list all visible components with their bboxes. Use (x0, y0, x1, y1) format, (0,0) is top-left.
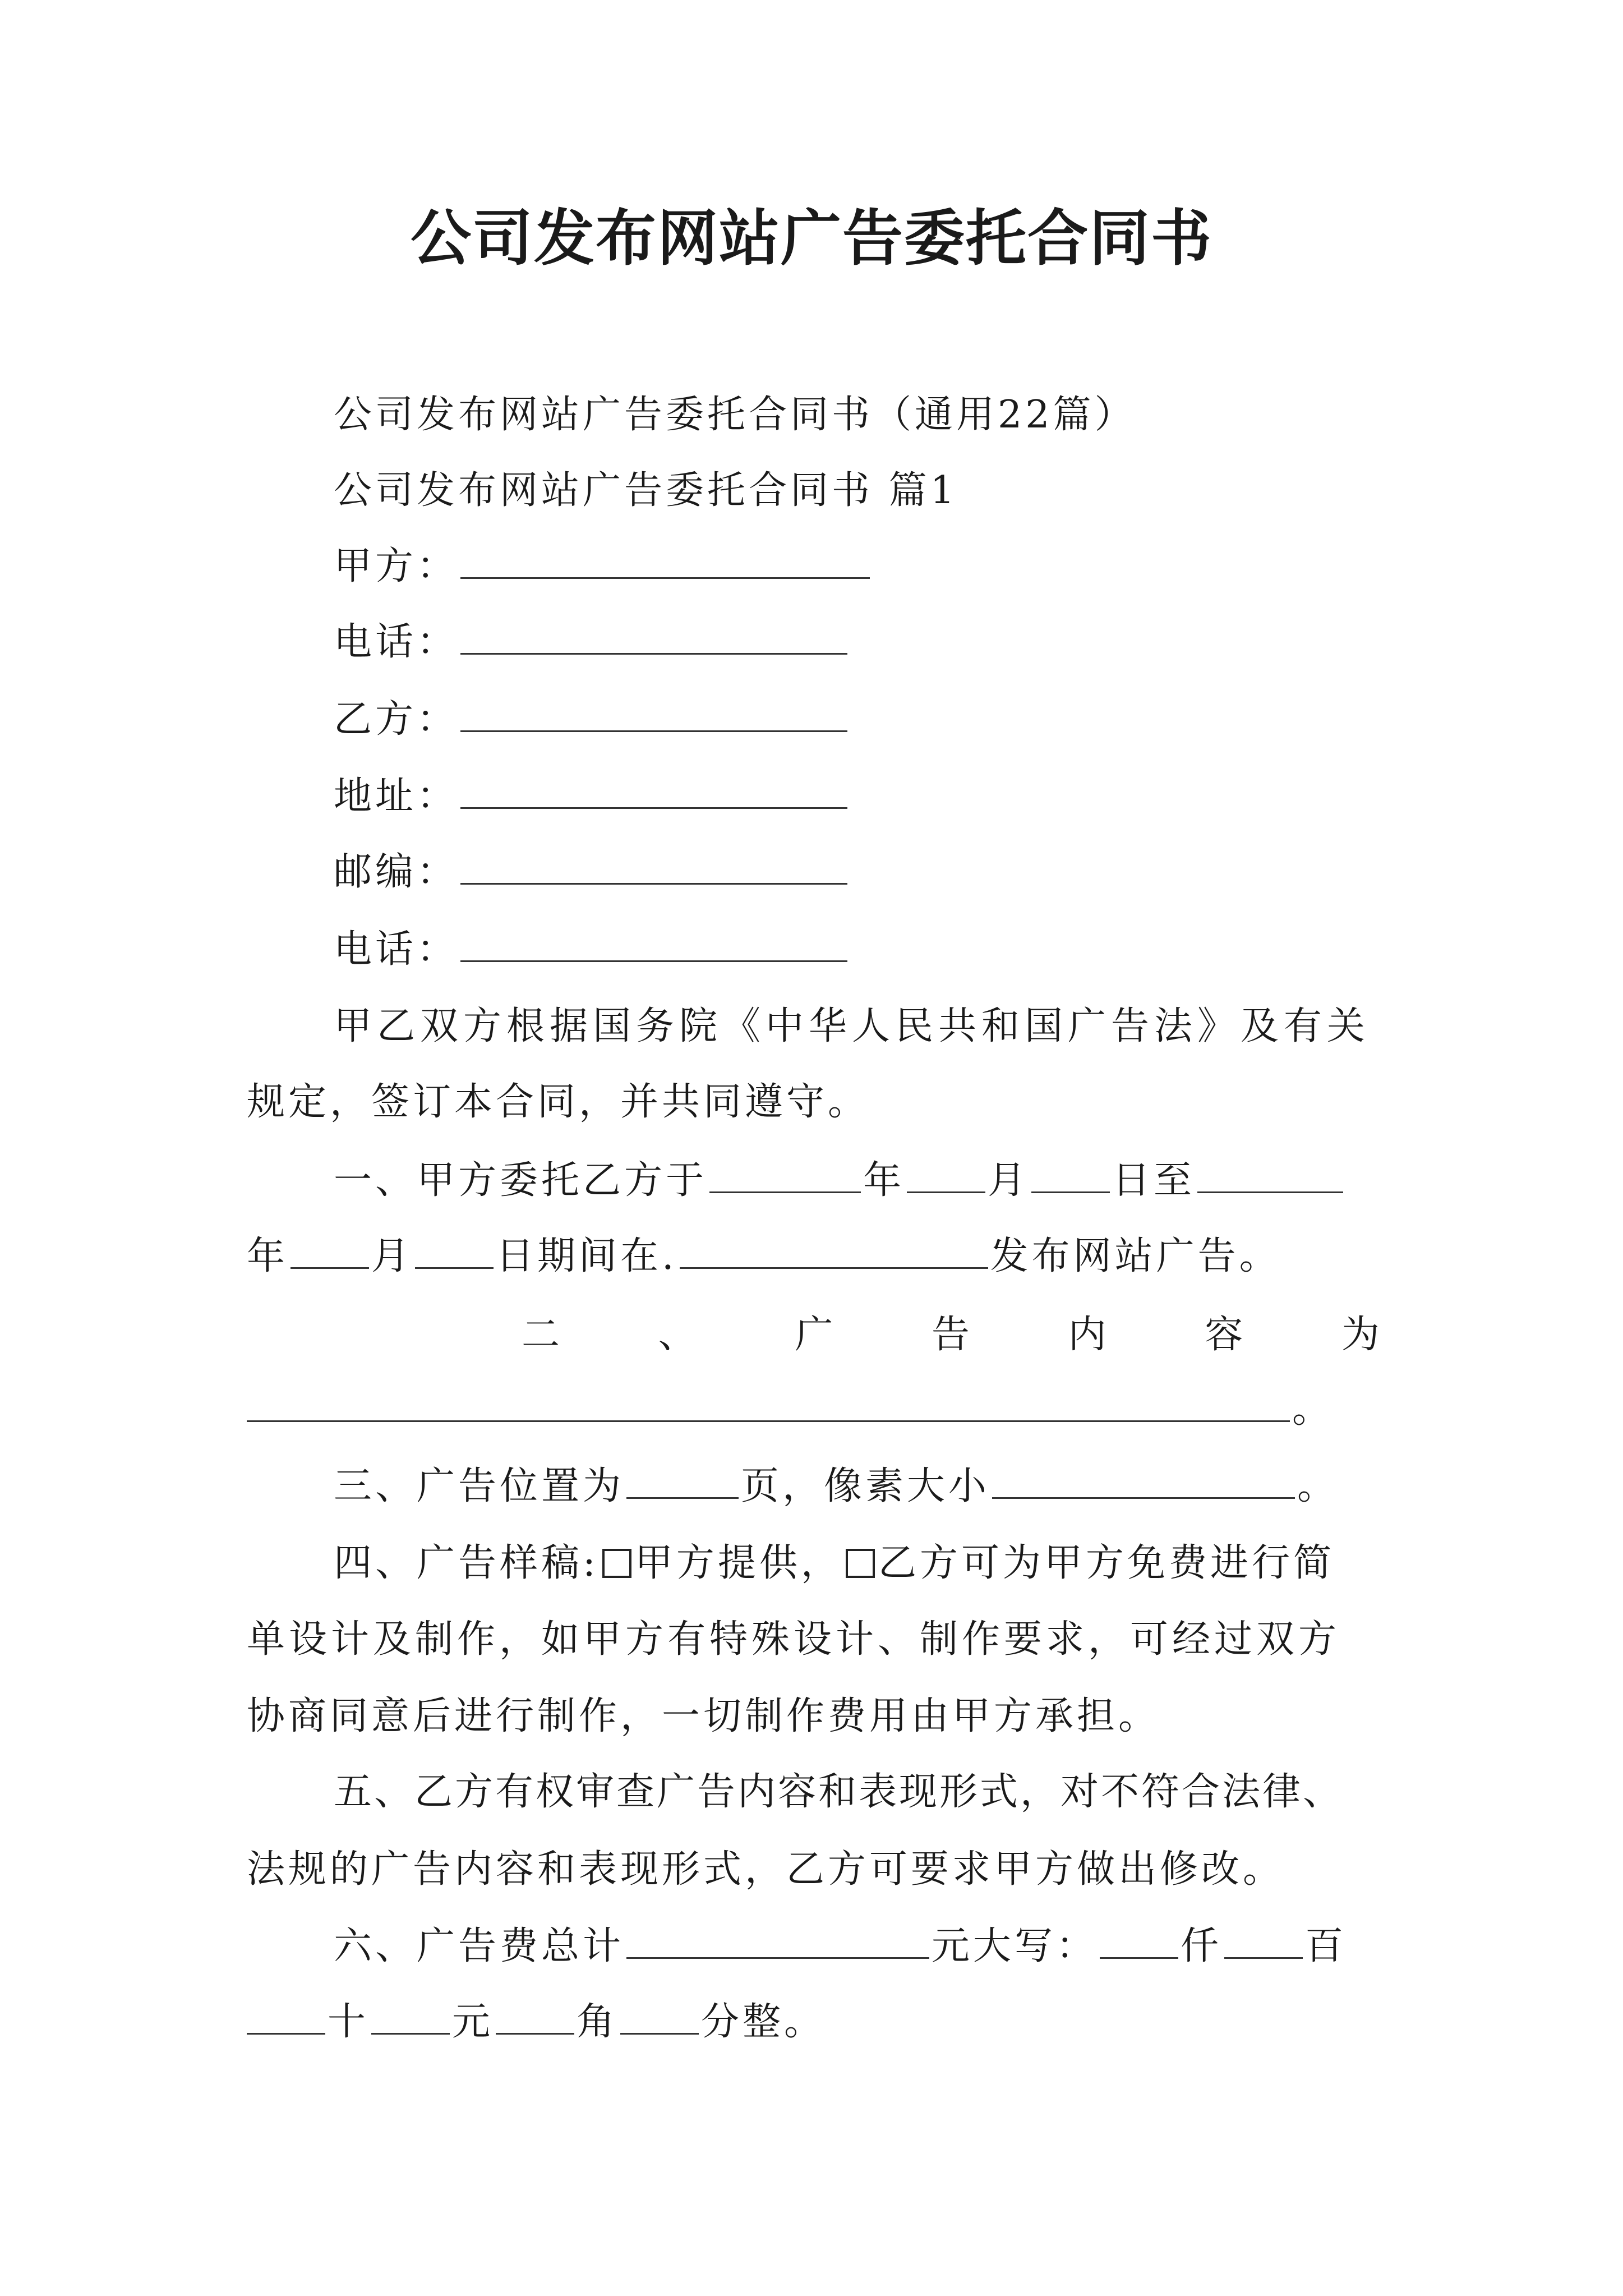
party-b-field (334, 692, 850, 748)
postcode-blank (460, 849, 847, 885)
postcode-label: 邮编： (334, 850, 459, 894)
blank (371, 1999, 450, 2035)
clause-6-line-1 (334, 1918, 1347, 1975)
blank (1100, 1924, 1178, 1959)
clause-4-line-2: 单设计及制作，如甲方有特殊设计、制作要求，可经过双方 (247, 1617, 1341, 1662)
clause-2-end: 。 (1292, 1387, 1334, 1432)
clause-3-text-c: 。 (1297, 1464, 1339, 1508)
blank (992, 1464, 1295, 1499)
blank (1031, 1158, 1110, 1193)
blank (907, 1158, 985, 1193)
document-title: 公司发布网站广告委托合同书 (410, 203, 1212, 274)
phone-a-field (334, 614, 850, 670)
clause-1-text-b: 年 (863, 1158, 905, 1203)
clause-1-text-g: 日期间在. (496, 1234, 677, 1278)
address-label: 地址： (334, 774, 459, 818)
address-field (334, 769, 850, 825)
checkbox-party-a[interactable] (602, 1549, 631, 1578)
intro-line-2: 规定，签订本合同，并共同遵守。 (247, 1080, 870, 1124)
clause-2-char: 二 (522, 1313, 560, 1357)
clause-4-line-1 (334, 1535, 1335, 1591)
clause-4-text-c: 乙方可为甲方免费进行简 (878, 1541, 1335, 1585)
blank (626, 1924, 929, 1959)
clause-2-line-1 (522, 1307, 1380, 1363)
clause-2-char: 容 (1205, 1313, 1243, 1357)
clause-1-text-e: 年 (247, 1234, 289, 1278)
phone-a-label: 电话： (334, 620, 459, 664)
clause-2-char: 为 (1341, 1313, 1380, 1357)
clause-2-char: 内 (1068, 1313, 1106, 1357)
clause-6-text-h: 分整。 (701, 2000, 826, 2044)
clause-4-text-a: 四、广告样稿: (334, 1541, 599, 1585)
clause-6-text-b: 元大写： (932, 1924, 1098, 1968)
clause-6-text-g: 角 (577, 2000, 619, 2044)
phone-b-blank (460, 927, 847, 962)
clause-2-char: 广 (795, 1313, 833, 1357)
intro-line-1: 甲乙双方根据国务院《中华人民共和国广告法》及有关 (334, 1004, 1371, 1048)
clause-6-text-a: 六、广告费总计 (334, 1924, 625, 1968)
blank (680, 1234, 988, 1269)
clause-3-text-a: 三、广告位置为 (334, 1464, 625, 1508)
clause-3-text-b: 页，像素大小 (741, 1464, 990, 1508)
blank (626, 1464, 739, 1499)
clause-1-text-f: 月 (371, 1234, 413, 1278)
chapter-heading: 公司发布网站广告委托合同书 篇1 (334, 468, 958, 513)
clause-2-char: 告 (931, 1313, 970, 1357)
phone-b-field (334, 922, 850, 978)
clause-1-text-a: 一、甲方委托乙方于 (334, 1158, 708, 1203)
party-b-label: 乙方： (334, 697, 459, 742)
blank (496, 1999, 574, 2035)
document-subtitle: 公司发布网站广告委托合同书（通用22篇） (334, 393, 1136, 437)
clause-5-line-2: 法规的广告内容和表现形式，乙方可要求甲方做出修改。 (247, 1847, 1285, 1892)
clause-4-line-3: 协商同意后进行制作，一切制作费用由甲方承担。 (247, 1694, 1160, 1738)
blank (415, 1234, 494, 1269)
party-a-field (334, 539, 872, 595)
party-b-blank (460, 697, 847, 732)
clause-4-text-b: 甲方提供， (634, 1541, 842, 1585)
clause-6-text-e: 十 (328, 2000, 370, 2044)
blank (247, 1999, 325, 2035)
blank (1224, 1924, 1303, 1959)
postcode-field (334, 844, 850, 900)
clause-6-line-2 (247, 1994, 826, 2050)
party-a-blank (460, 544, 870, 579)
clause-2-char: 、 (658, 1313, 697, 1357)
party-a-label: 甲方： (334, 544, 459, 588)
clause-6-text-c: 仟 (1181, 1924, 1223, 1968)
blank (291, 1234, 369, 1269)
clause-2-line-2 (247, 1382, 1334, 1438)
address-blank (460, 774, 847, 809)
phone-b-label: 电话： (334, 927, 459, 972)
clause-5-line-1: 五、乙方有权审查广告内容和表现形式，对不符合法律、 (334, 1770, 1344, 1814)
clause-1-line-1 (334, 1153, 1345, 1209)
clause-1-text-h: 发布网站广告。 (990, 1234, 1281, 1278)
clause-6-text-f: 元 (452, 2000, 494, 2044)
checkbox-party-b[interactable] (846, 1549, 875, 1578)
blank (620, 1999, 699, 2035)
blank (1197, 1158, 1343, 1193)
clause-1-line-2 (247, 1228, 1281, 1285)
clause-1-text-c: 月 (988, 1158, 1030, 1203)
clause-3 (334, 1458, 1339, 1515)
clause-1-text-d: 日至 (1112, 1158, 1196, 1203)
blank (709, 1158, 861, 1193)
clause-6-text-d: 百 (1305, 1924, 1347, 1968)
blank (247, 1387, 1290, 1422)
phone-a-blank (460, 619, 847, 655)
